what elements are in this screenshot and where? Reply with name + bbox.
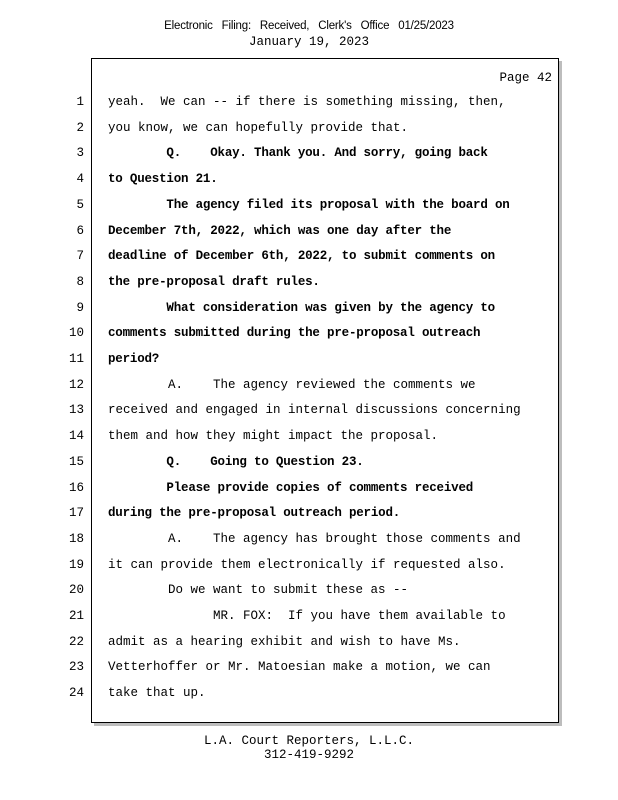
line-number: 11	[68, 352, 84, 366]
transcript-line: period?	[108, 352, 160, 366]
transcript-line: yeah. We can -- if there is something missing, then,	[108, 95, 506, 109]
line-number: 8	[76, 275, 84, 289]
line-number: 20	[68, 583, 84, 597]
transcript-date: January 19, 2023	[248, 35, 370, 49]
line-number: 18	[68, 532, 84, 546]
line-number: 9	[76, 301, 84, 315]
line-number: 17	[68, 506, 84, 520]
line-number: 3	[76, 146, 84, 160]
transcript-line: A. The agency reviewed the comments we	[108, 378, 476, 392]
transcript-line: Vetterhoffer or Mr. Matoesian make a motion, we can	[108, 660, 491, 674]
transcript-line: Q. Okay. Thank you. And sorry, going back	[108, 146, 488, 160]
transcript-line: A. The agency has brought those comments and	[108, 532, 521, 546]
transcript-line: Q. Going to Question 23.	[108, 455, 364, 469]
transcript-line: it can provide them electronically if requested also.	[108, 558, 506, 572]
line-number: 2	[76, 121, 84, 135]
line-number: 19	[68, 558, 84, 572]
line-number: 21	[68, 609, 84, 623]
line-number: 13	[68, 403, 84, 417]
line-number: 4	[76, 172, 84, 186]
reporter-company: L.A. Court Reporters, L.L.C.	[203, 734, 415, 748]
line-number: 10	[68, 326, 84, 340]
line-number: 16	[68, 481, 84, 495]
transcript-line: comments submitted during the pre-proposal outreach	[108, 326, 481, 340]
reporter-phone: 312-419-9292	[263, 748, 354, 762]
transcript-line: the pre-proposal draft rules.	[108, 275, 320, 289]
transcript-line: take that up.	[108, 686, 206, 700]
line-number: 12	[68, 378, 84, 392]
filing-stamp: Electronic Filing: Received, Clerk's Office 01/25/2023	[164, 20, 454, 32]
transcript-line: MR. FOX: If you have them available to	[108, 609, 506, 623]
transcript-line: What consideration was given by the agency to	[108, 301, 495, 315]
transcript-line: received and engaged in internal discussions concerning	[108, 403, 521, 417]
line-number: 22	[68, 635, 84, 649]
line-number: 15	[68, 455, 84, 469]
transcript-line: admit as a hearing exhibit and wish to have Ms.	[108, 635, 461, 649]
transcript-line: The agency filed its proposal with the board on	[108, 198, 510, 212]
line-number: 7	[76, 249, 84, 263]
transcript-line: them and how they might impact the proposal.	[108, 429, 439, 443]
line-number: 6	[76, 224, 84, 238]
line-number: 23	[68, 660, 84, 674]
transcript-line: Please provide copies of comments received	[108, 481, 474, 495]
transcript-line: to Question 21.	[108, 172, 218, 186]
page-number: Page 42	[499, 71, 552, 85]
transcript-line: Do we want to submit these as --	[108, 583, 409, 597]
transcript-line: you know, we can hopefully provide that.	[108, 121, 409, 135]
line-number: 14	[68, 429, 84, 443]
line-number: 5	[76, 198, 84, 212]
transcript-line: deadline of December 6th, 2022, to submit comments on	[108, 249, 495, 263]
transcript-line: during the pre-proposal outreach period.	[108, 506, 401, 520]
line-number: 1	[76, 95, 84, 109]
line-number: 24	[68, 686, 84, 700]
transcript-line: December 7th, 2022, which was one day after the	[108, 224, 452, 238]
